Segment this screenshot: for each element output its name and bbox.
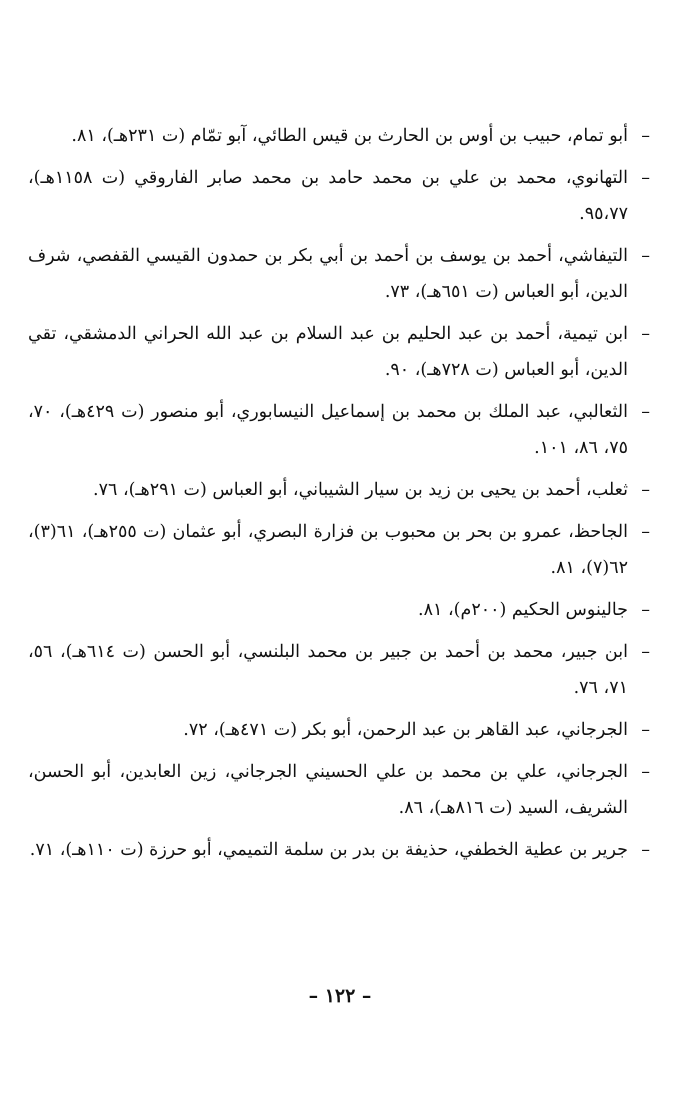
entry-text: التهانوي، محمد بن علي بن محمد حامد بن محمد صابر الفاروقي (ت ١١٥٨هـ)، ٩٥،٧٧. bbox=[28, 168, 628, 224]
entry-dash: – bbox=[641, 720, 650, 740]
index-entry-jahiz bbox=[28, 514, 650, 586]
entry-text: ثعلب، أحمد بن يحيى بن زيد بن سيار الشيباني، أبو العباس (ت ٢٩١هـ)، ٧٦. bbox=[92, 480, 628, 500]
entry-text: جرير بن عطية الخطفي، حذيفة بن بدر بن سلمة التميمي، أبو حرزة (ت ١١٠هـ)، ٧١. bbox=[29, 840, 628, 860]
entry-text: أبو تمام، حبيب بن أوس بن الحارث بن قيس الطائي، آبو تمّام (ت ٢٣١هـ)، ٨١. bbox=[71, 126, 628, 146]
entry-dash: – bbox=[641, 840, 650, 860]
entry-text: الجرجاني، عبد القاهر بن عبد الرحمن، أبو بكر (ت ٤٧١هـ)، ٧٢. bbox=[183, 720, 628, 740]
index-entry-thalab bbox=[28, 472, 650, 508]
entry-dash: – bbox=[641, 246, 650, 266]
entry-text: التيفاشي، أحمد بن يوسف بن أحمد بن أبي بكر بن حمدون القيسي القفصي، شرف الدين، أبو العباس (ت ٦٥١هـ)، ٧٣. bbox=[28, 246, 628, 302]
index-entries bbox=[28, 118, 650, 874]
entry-dash: – bbox=[641, 168, 650, 188]
entry-dash: – bbox=[641, 126, 650, 146]
index-entry-ibn-taymiyya bbox=[28, 316, 650, 388]
index-entry-ibn-jubayr bbox=[28, 634, 650, 706]
entry-dash: – bbox=[641, 642, 650, 662]
entry-dash: – bbox=[641, 324, 650, 344]
entry-dash: – bbox=[641, 762, 650, 782]
entry-text: الجاحظ، عمرو بن بحر بن محبوب بن فزارة البصري، أبو عثمان (ت ٢٥٥هـ)، ٦١(٣)، ٦٢(٧)، ٨١. bbox=[28, 522, 628, 578]
entry-dash: – bbox=[641, 522, 650, 542]
page-number: – ١٢٢ – bbox=[308, 985, 372, 1007]
index-entry-jurjani-abd-al-qahir bbox=[28, 712, 650, 748]
index-entry-jurjani-ali bbox=[28, 754, 650, 826]
index-entry-galen bbox=[28, 592, 650, 628]
index-entry-thaalibi bbox=[28, 394, 650, 466]
entry-text: ابن جبير، محمد بن أحمد بن جبير بن محمد البلنسي، أبو الحسن (ت ٦١٤هـ)، ٥٦، ٧١، ٧٦. bbox=[28, 642, 628, 698]
entry-text: ابن تيمية، أحمد بن عبد الحليم بن عبد السلام بن عبد الله الحراني الدمشقي، تقي الدين، أبو العباس (ت ٧٢٨هـ)، ٩٠. bbox=[28, 324, 628, 380]
entry-text: الثعالبي، عبد الملك بن محمد بن إسماعيل النيسابوري، أبو منصور (ت ٤٢٩هـ)، ٧٠، ٧٥، ٨٦، ١٠١. bbox=[28, 402, 628, 458]
entry-dash: – bbox=[641, 402, 650, 422]
entry-dash: – bbox=[641, 600, 650, 620]
entry-text: الجرجاني، علي بن محمد بن علي الحسيني الجرجاني، زين العابدين، أبو الحسن، الشريف، السيد (ت ٨١٦هـ)، ٨٦. bbox=[28, 762, 628, 818]
index-entry-abu-tammam bbox=[28, 118, 650, 154]
entry-dash: – bbox=[641, 480, 650, 500]
index-entry-tifashi bbox=[28, 238, 650, 310]
entry-text: جالينوس الحكيم (٢٠٠م)، ٨١. bbox=[418, 600, 628, 620]
index-entry-jarir bbox=[28, 832, 650, 868]
index-entry-tahanawi bbox=[28, 160, 650, 232]
